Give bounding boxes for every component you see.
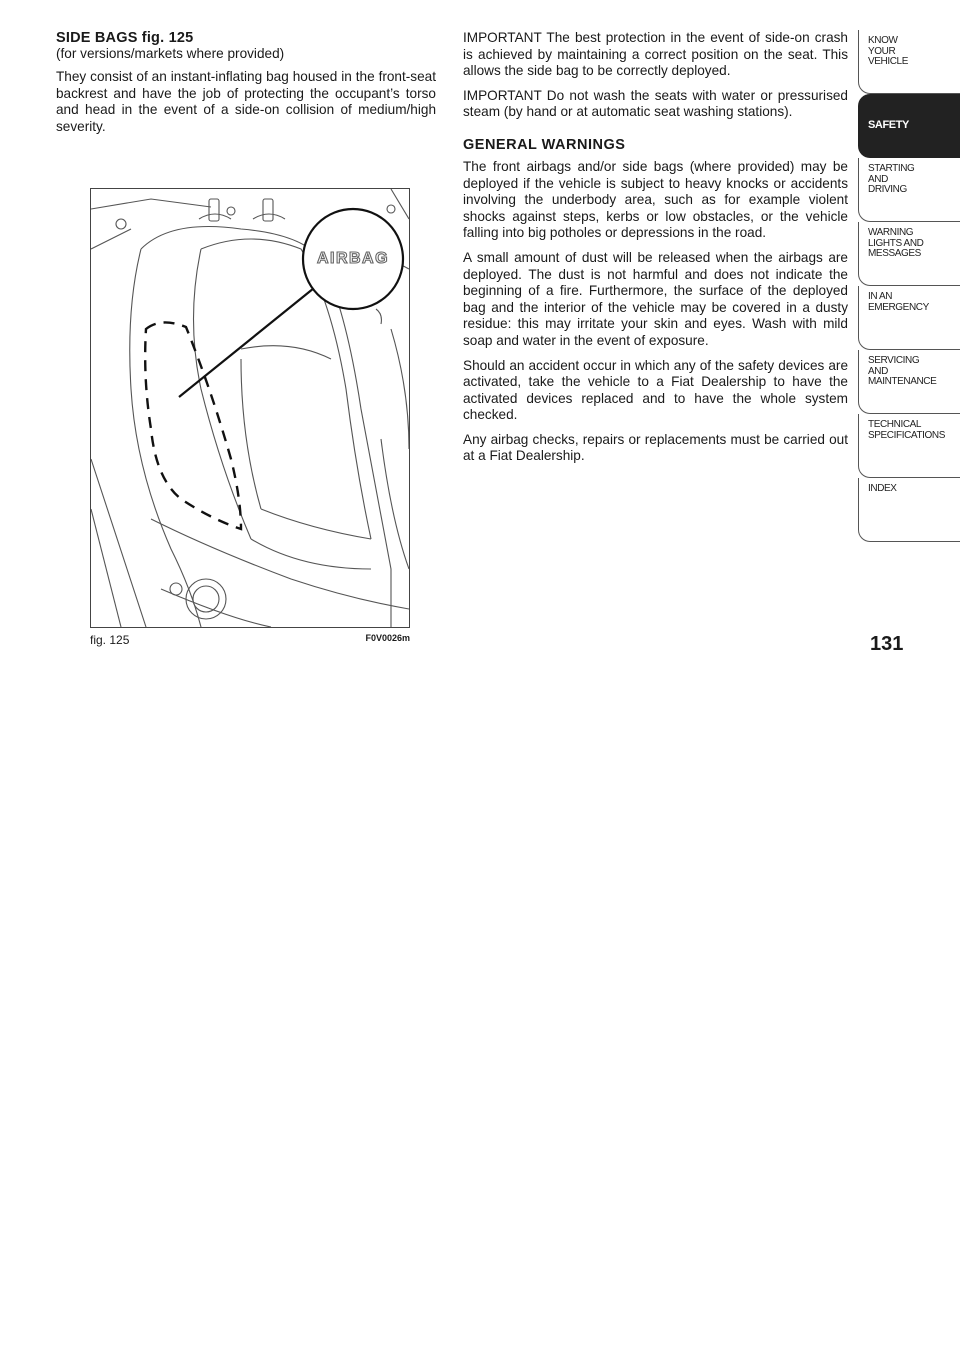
general-warnings-title: GENERAL WARNINGS: [463, 136, 626, 153]
section-subheading: (for versions/markets where provided): [56, 46, 285, 61]
figure-side-bag-seat: [90, 188, 410, 628]
figure-code: F0V0026m: [365, 633, 410, 643]
important-note-1: IMPORTANT The best protection in the event of side-on crash is achieved by maintaining a correct position on the seat. This allows the side bag to be correctly deployed.: [463, 30, 848, 79]
tab-index[interactable]: [858, 478, 960, 542]
right-column: [463, 30, 848, 473]
tab-safety[interactable]: [858, 94, 960, 158]
tab-starting-and-driving[interactable]: [858, 158, 960, 222]
airbag-outline: [145, 322, 241, 529]
left-column: [56, 30, 436, 143]
tab-warning-lights[interactable]: [858, 222, 960, 286]
seat-illustration: [91, 189, 409, 627]
tab-label: IN AN EMERGENCY: [868, 291, 929, 313]
tab-in-an-emergency[interactable]: [858, 286, 960, 350]
tab-label: SERVICING AND MAINTENANCE: [868, 355, 937, 387]
tab-label: TECHNICAL SPECIFICATIONS: [868, 419, 946, 441]
tab-label: STARTING AND DRIVING: [868, 163, 915, 195]
tab-label: KNOW YOUR VEHICLE: [868, 35, 908, 67]
tab-label: INDEX: [868, 483, 897, 494]
tab-technical-specifications[interactable]: [858, 414, 960, 478]
page-number: 131: [870, 633, 904, 655]
chapter-tabs: [858, 30, 960, 542]
airbag-label: AIRBAG: [316, 250, 390, 267]
warning-paragraph-4: Any airbag checks, repairs or replacements must be carried out at a Fiat Dealership.: [463, 431, 848, 464]
tab-servicing[interactable]: [858, 350, 960, 414]
section-heading-side-bags: SIDE BAGS fig. 125: [56, 30, 194, 46]
figure-number: fig. 125: [90, 633, 130, 647]
tab-label: SAFETY: [868, 119, 909, 132]
warning-paragraph-1: The front airbags and/or side bags (where provided) may be deployed if the vehicle is subject to heavy knocks or accidents involving the underbody area, such as for example violent shocks against steps, kerbs or low obstacles, or the vehicle falling into big potholes or depressions in the road.: [463, 158, 848, 241]
warning-paragraph-3: Should an accident occur in which any of the safety devices are activated, take the vehicle to a Fiat Dealership to have the activated devices replaced and to have the whole system checked.: [463, 357, 848, 423]
important-note-2: IMPORTANT Do not wash the seats with water or pressurised steam (by hand or at automatic seat washing stations).: [463, 87, 848, 120]
side-bags-paragraph: They consist of an instant-inflating bag housed in the front-seat backrest and have the job of protecting the occupant’s torso and head in the event of a side-on collision of medium/high severity.: [56, 69, 436, 134]
tab-know-your-vehicle[interactable]: [858, 30, 960, 94]
tab-label: WARNING LIGHTS AND MESSAGES: [868, 227, 924, 259]
warning-paragraph-2: A small amount of dust will be released when the airbags are deployed. The dust is not harmful and does not indicate the beginning of a fire. Furthermore, the surface of the deployed bag and the interior of the vehicle may be covered in a dusty residue: this may irritate your skin and eyes. Wash with mild soap and water in the event of exposure.: [463, 249, 848, 348]
